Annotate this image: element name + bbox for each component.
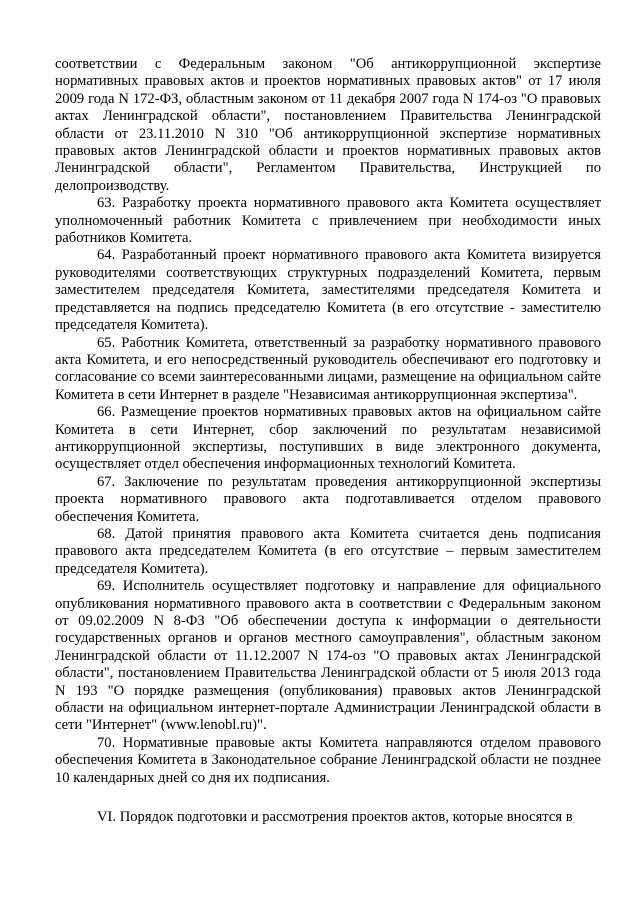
- paragraph-continuation: соответствии с Федеральным законом "Об антикоррупционной экспертизе нормативных правовых актов и проектов нормативных правовых актов" от 17 июля 2009 года N 172-ФЗ, областным законом от 11 декабря 2007 года N 174-оз "О правовых актах Ленинградской области", постановлением Правительства Ленинградской области от 23.11.2010 N 310 "Об антикоррупционной экспертизе нормативных правовых актов Ленинградской области и проектов нормативных правовых актов Ленинградской области", Регламентом Правительства, Инструкцией по делопроизводству.: [55, 56, 601, 194]
- paragraph-65: 65. Работник Комитета, ответственный за разработку нормативного правового акта Комитета, и его непосредственный руководитель обеспечивают его подготовку и согласование со всеми заинтересованными лицами, размещение на официальном сайте Комитета в сети Интернет в разделе "Независимая антикоррупционная экспертиза".: [55, 334, 601, 403]
- paragraph-66: 66. Размещение проектов нормативных правовых актов на официальном сайте Комитета в сети Интернет, сбор заключений по результатам независимой антикоррупционной экспертизы, поступивших в виде электронного документа, осуществляет отдел обеспечения информационных технологий Комитета.: [55, 404, 601, 473]
- paragraph-64: 64. Разработанный проект нормативного правового акта Комитета визируется руководителями соответствующих структурных подразделений Комитета, первым заместителем председателя Комитета, заместителями председателя Комитета и представляется на подпись председателю Комитета (в его отсутствие - заместителю председателя Комитета).: [55, 247, 601, 334]
- paragraph-67: 67. Заключение по результатам проведения антикоррупционной экспертизы проекта нормативного правового акта подготавливается отделом правового обеспечения Комитета.: [55, 473, 601, 525]
- document-body: [55, 56, 601, 826]
- paragraph-69: 69. Исполнитель осуществляет подготовку и направление для официального опубликования нормативного правового акта в соответствии с Федеральным законом от 09.02.2009 N 8-ФЗ "Об обеспечении доступа к информации о деятельности государственных органов и органов местного самоуправления", областным законом Ленинградской области от 11.12.2007 N 174-оз "О правовых актах Ленинградской области", постановлением Правительства Ленинградской области от 5 июля 2013 года N 193 "О порядке размещения (опубликования) правовых актов Ленинградской области на официальном интернет-портале Администрации Ленинградской области в сети "Интернет" (www.lenobl.ru)".: [55, 578, 601, 734]
- paragraph-70: 70. Нормативные правовые акты Комитета направляются отделом правового обеспечения Комитета в Законодательное собрание Ленинградской области не позднее 10 календарных дней со дня их подписания.: [55, 734, 601, 786]
- paragraph-68: 68. Датой принятия правового акта Комитета считается день подписания правового акта председателем Комитета (в его отсутствие – первым заместителем председателя Комитета).: [55, 525, 601, 577]
- paragraph-63: 63. Разработку проекта нормативного правового акта Комитета осуществляет уполномоченный работник Комитета с привлечением при необходимости иных работников Комитета.: [55, 195, 601, 247]
- section-heading: VI. Порядок подготовки и рассмотрения проектов актов, которые вносятся в: [97, 809, 573, 826]
